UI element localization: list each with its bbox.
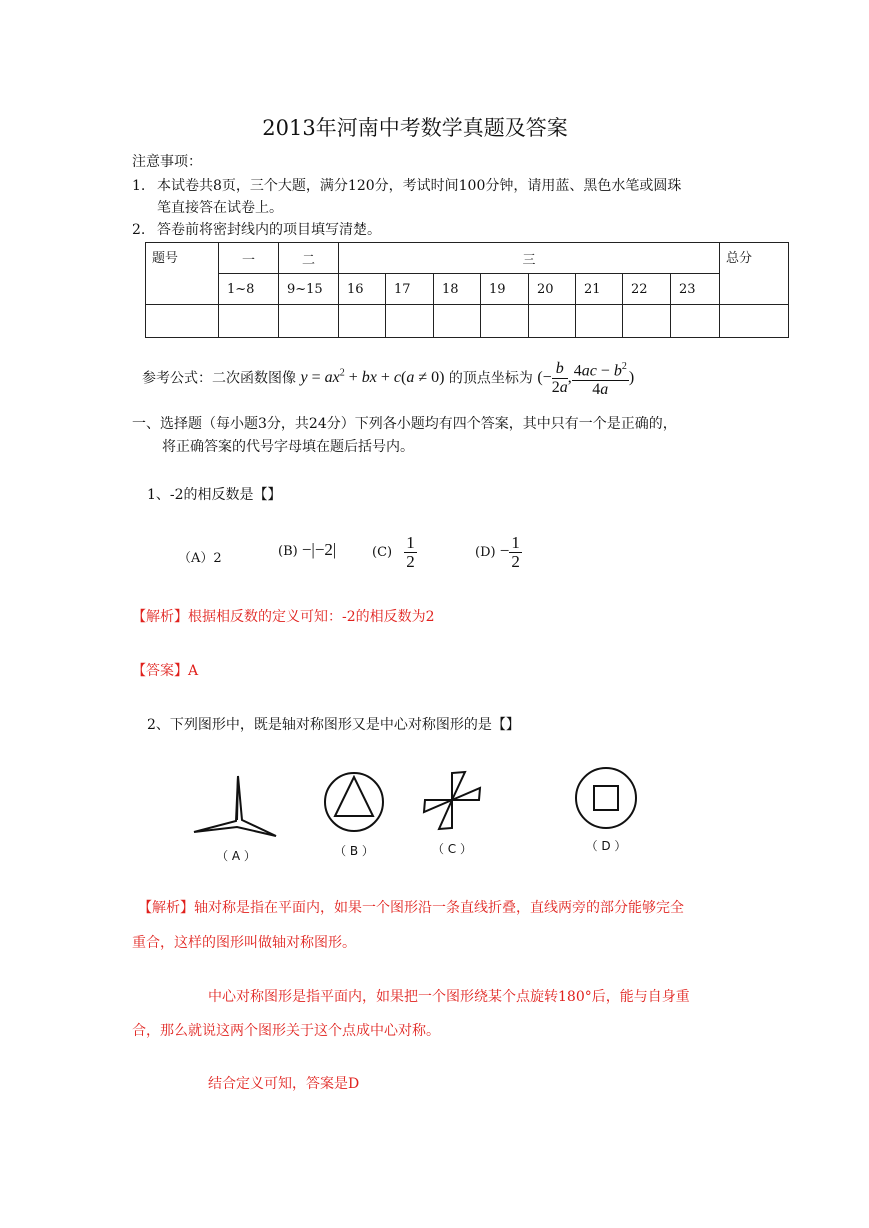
score-cell[interactable] bbox=[576, 305, 623, 338]
score-cell[interactable] bbox=[623, 305, 671, 338]
figure-c-label: （ C ） bbox=[431, 842, 473, 856]
header-part-2: 二 bbox=[279, 243, 339, 274]
q2-center-line2: 合，那么就说这两个图形关于这个点成中心对称。 bbox=[132, 1023, 440, 1039]
num-22: 22 bbox=[623, 274, 671, 305]
score-cell[interactable] bbox=[529, 305, 576, 338]
q1-option-d-frac: $\frac{1}{2}$ bbox=[511, 533, 520, 571]
q1-option-a: （A）2 bbox=[178, 551, 222, 566]
q1-analysis bbox=[132, 607, 435, 627]
q1-analysis-tag: 【解析】 bbox=[132, 609, 188, 625]
q1-answer-tag: 【答案】 bbox=[132, 663, 188, 679]
q1-option-b-expr: −|−2| bbox=[301, 540, 337, 559]
score-cell[interactable] bbox=[339, 305, 386, 338]
q1-option-c-frac: $\frac{1}{2}$ bbox=[406, 533, 415, 571]
figure-b-shape bbox=[325, 773, 383, 831]
score-cell[interactable] bbox=[386, 305, 434, 338]
figure-b-label: （ B ） bbox=[334, 844, 374, 858]
q2-center-line1: 中心对称图形是指平面内，如果把一个图形绕某个点旋转180°后，能与自身重 bbox=[208, 989, 690, 1005]
formula-quadratic: $y = ax^2$ + bx + c(a ≠ 0) bbox=[300, 368, 445, 387]
num-16: 16 bbox=[339, 274, 386, 305]
section1-line2: 将正确答案的代号字母填在题后括号内。 bbox=[162, 439, 414, 455]
q1-option-d-label: (D) bbox=[475, 545, 496, 560]
q1-option-d: (D) − $\frac{1}{2}$ bbox=[475, 533, 520, 571]
num-18: 18 bbox=[434, 274, 481, 305]
q2-analysis-tag: 【解析】 bbox=[138, 900, 194, 916]
section1-line1: 一、选择题（每小题3分，共24分）下列各小题均有四个答案，其中只有一个是正确的， bbox=[132, 416, 677, 432]
reference-formula bbox=[142, 358, 634, 399]
num-21: 21 bbox=[576, 274, 623, 305]
notice-item-2-line1: 答卷前将密封线内的项目填写清楚。 bbox=[157, 222, 381, 238]
notice-item-1-line1: 本试卷共8页，三个大题，满分120分，考试时间100分钟，请用蓝、黑色水笔或圆珠 bbox=[157, 178, 682, 194]
q2-conclusion: 结合定义可知，答案是D bbox=[208, 1076, 360, 1092]
figure-d-shape bbox=[576, 768, 636, 828]
q2-stem: 2、下列图形中，既是轴对称图形又是中心对称图形的是【】 bbox=[147, 717, 520, 733]
formula-vertex: (− $\frac{b}{2a}$ , $\frac{4ac - b^2}{4a}$ ) bbox=[537, 369, 634, 386]
q1-option-b-label: (B) bbox=[278, 544, 298, 559]
header-total: 总分 bbox=[720, 243, 789, 305]
score-cell[interactable] bbox=[219, 305, 279, 338]
range-1: 1~8 bbox=[219, 274, 279, 305]
page-title: 2013年河南中考数学真题及答案 bbox=[262, 116, 568, 140]
score-cell[interactable] bbox=[279, 305, 339, 338]
q1-option-c-label: (C) bbox=[372, 545, 393, 560]
header-part-3: 三 bbox=[339, 243, 720, 274]
num-17: 17 bbox=[386, 274, 434, 305]
q2-analysis-text-1: 轴对称是指在平面内，如果一个图形沿一条直线折叠，直线两旁的部分能够完全 bbox=[194, 900, 684, 916]
notice-item-2-num: 2. bbox=[132, 222, 146, 238]
figure-c-shape bbox=[424, 772, 480, 829]
header-question-no: 题号 bbox=[146, 243, 219, 305]
range-2: 9~15 bbox=[279, 274, 339, 305]
score-cell[interactable] bbox=[146, 305, 219, 338]
score-cell[interactable] bbox=[481, 305, 529, 338]
formula-prefix: 参考公式：二次函数图像 bbox=[142, 370, 296, 387]
q2-figures bbox=[180, 760, 660, 870]
q1-option-b bbox=[278, 540, 336, 560]
q1-stem: 1、-2的相反数是【】 bbox=[147, 487, 282, 503]
figure-d-label: （ D ） bbox=[585, 839, 627, 853]
header-part-1: 一 bbox=[219, 243, 279, 274]
num-20: 20 bbox=[529, 274, 576, 305]
notice-item-1-num: 1. bbox=[132, 178, 146, 194]
q1-analysis-text: 根据相反数的定义可知：-2的相反数为2 bbox=[188, 609, 435, 625]
figure-a-shape bbox=[194, 776, 276, 836]
q1-option-c bbox=[372, 534, 417, 571]
score-cell[interactable] bbox=[434, 305, 481, 338]
num-19: 19 bbox=[481, 274, 529, 305]
q1-answer-text: A bbox=[188, 663, 199, 679]
q2-analysis-line1 bbox=[138, 898, 684, 918]
q2-analysis-line2: 重合，这样的图形叫做轴对称图形。 bbox=[132, 935, 356, 951]
score-cell[interactable] bbox=[671, 305, 720, 338]
formula-mid: 的顶点坐标为 bbox=[448, 370, 533, 387]
q1-answer bbox=[132, 661, 198, 681]
num-23: 23 bbox=[671, 274, 720, 305]
score-cell[interactable] bbox=[720, 305, 789, 338]
notice-item-1-line2: 笔直接答在试卷上。 bbox=[157, 200, 283, 216]
figure-a-label: （ A ） bbox=[216, 849, 256, 863]
score-table bbox=[145, 242, 789, 338]
notice-heading: 注意事项： bbox=[132, 154, 202, 170]
